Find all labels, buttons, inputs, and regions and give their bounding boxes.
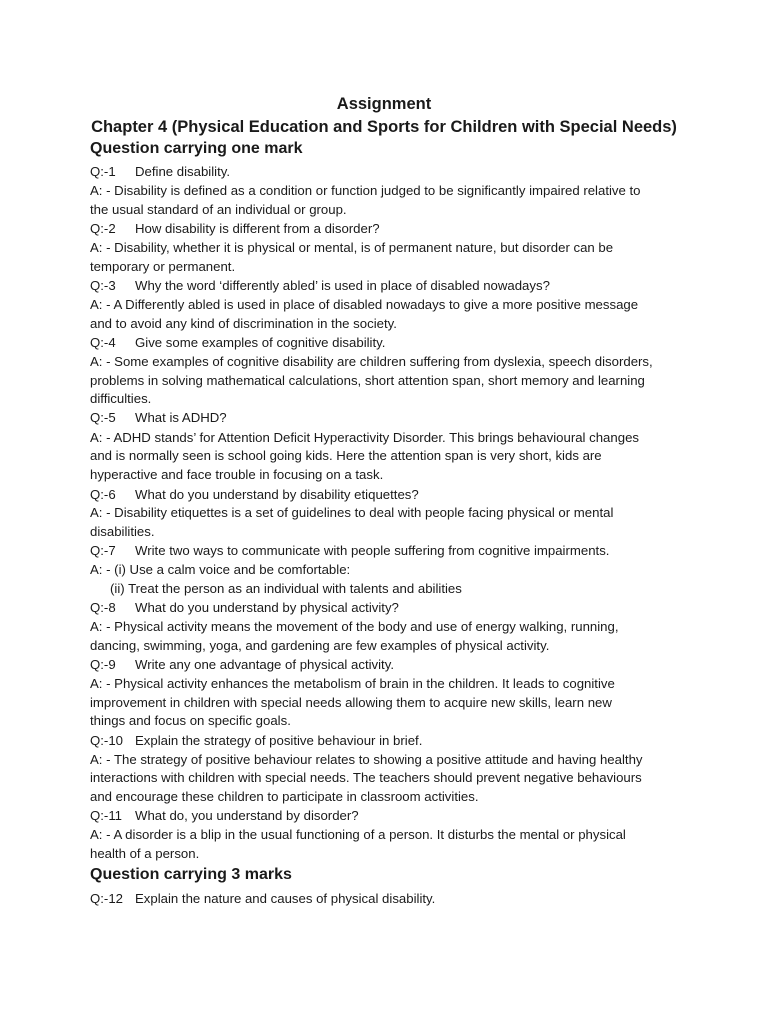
answer-11-line-1: A: - A disorder is a blip in the usual functioning of a person. It disturbs the mental or physical (90, 827, 626, 842)
answer-5-line-1: A: - ADHD stands’ for Attention Deficit Hyperactivity Disorder. This brings behavioural changes (90, 430, 639, 445)
question-number: Q:-11 (90, 808, 123, 823)
answer-5-line-3: hyperactive and face trouble in focusing on a task. (90, 467, 384, 482)
question-text: Explain the nature and causes of physical disability. (135, 891, 436, 906)
question-4 (90, 334, 385, 352)
question-text: How disability is different from a disorder? (135, 221, 380, 236)
answer-1-line-2: the usual standard of an individual or group. (90, 202, 347, 217)
question-2 (90, 220, 380, 238)
answer-10-line-3: and encourage these children to participate in classroom activities. (90, 789, 479, 804)
answer-8-line-1: A: - Physical activity means the movement of the body and use of energy walking, running, (90, 619, 619, 634)
answer-4-line-2: problems in solving mathematical calculations, short attention span, short memory and learning (90, 373, 645, 388)
answer-8-line-2: dancing, swimming, yoga, and gardening are few examples of physical activity. (90, 638, 550, 653)
question-10 (90, 732, 422, 750)
section-heading-three-marks: Question carrying 3 marks (90, 866, 292, 883)
section-heading-one-mark: Question carrying one mark (90, 140, 303, 157)
answer-9-line-2: improvement in children with special needs allowing them to acquire new skills, learn new (90, 695, 612, 710)
answer-4-line-1: A: - Some examples of cognitive disability are children suffering from dyslexia, speech disorders, (90, 354, 653, 369)
answer-2-line-2: temporary or permanent. (90, 259, 236, 274)
question-number: Q:-10 (90, 733, 123, 748)
answer-10-line-2: interactions with children with special needs. The teachers should prevent negative behaviours (90, 770, 642, 785)
question-number: Q:-9 (90, 657, 116, 672)
question-text: Why the word ‘differently abled’ is used in place of disabled nowadays? (135, 278, 550, 293)
question-text: Give some examples of cognitive disability. (135, 335, 386, 350)
question-6 (90, 486, 419, 504)
question-text: Write any one advantage of physical activity. (135, 657, 395, 672)
question-number: Q:-7 (90, 543, 116, 558)
answer-1-line-1: A: - Disability is defined as a condition or function judged to be significantly impaired relative to (90, 183, 641, 198)
answer-9-line-3: things and focus on specific goals. (90, 713, 291, 728)
answer-5-line-2: and is normally seen is school going kids. Here the attention span is very short, kids are (90, 448, 602, 463)
question-number: Q:-5 (90, 410, 116, 425)
question-number: Q:-6 (90, 487, 116, 502)
question-7 (90, 542, 609, 560)
question-text: Explain the strategy of positive behaviour in brief. (135, 733, 423, 748)
answer-6-line-1: A: - Disability etiquettes is a set of guidelines to deal with people facing physical or mental (90, 505, 614, 520)
answer-4-line-3: difficulties. (90, 391, 152, 406)
question-text: What do, you understand by disorder? (135, 808, 359, 823)
document-title: Assignment (336, 95, 432, 113)
question-text: What is ADHD? (135, 410, 227, 425)
answer-7-line-1: A: - (i) Use a calm voice and be comfortable: (90, 562, 351, 577)
question-1 (90, 163, 230, 181)
question-text: What do you understand by physical activity? (135, 600, 399, 615)
question-11 (90, 807, 359, 825)
answer-6-line-2: disabilities. (90, 524, 155, 539)
question-number: Q:-12 (90, 891, 123, 906)
answer-2-line-1: A: - Disability, whether it is physical or mental, is of permanent nature, but disorder can be (90, 240, 614, 255)
answer-10-line-1: A: - The strategy of positive behaviour relates to showing a positive attitude and having healthy (90, 752, 643, 767)
answer-11-line-2: health of a person. (90, 846, 200, 861)
question-3 (90, 277, 550, 295)
answer-3-line-1: A: - A Differently abled is used in place of disabled nowadays to give a more positive message (90, 297, 639, 312)
question-number: Q:-3 (90, 278, 116, 293)
question-12 (90, 890, 435, 908)
question-9 (90, 656, 394, 674)
answer-3-line-2: and to avoid any kind of discrimination in the society. (90, 316, 397, 331)
question-number: Q:-1 (90, 164, 116, 179)
question-text: What do you understand by disability etiquettes? (135, 487, 419, 502)
question-text: Define disability. (135, 164, 231, 179)
question-text: Write two ways to communicate with people suffering from cognitive impairments. (135, 543, 610, 558)
question-number: Q:-4 (90, 335, 116, 350)
question-number: Q:-8 (90, 600, 116, 615)
answer-9-line-1: A: - Physical activity enhances the metabolism of brain in the children. It leads to cognitive (90, 676, 615, 691)
question-5 (90, 409, 227, 427)
answer-7-line-2: (ii) Treat the person as an individual with talents and abilities (110, 581, 462, 596)
document-subtitle: Chapter 4 (Physical Education and Sports for Children with Special Needs) (91, 118, 677, 136)
question-8 (90, 599, 399, 617)
question-number: Q:-2 (90, 221, 116, 236)
